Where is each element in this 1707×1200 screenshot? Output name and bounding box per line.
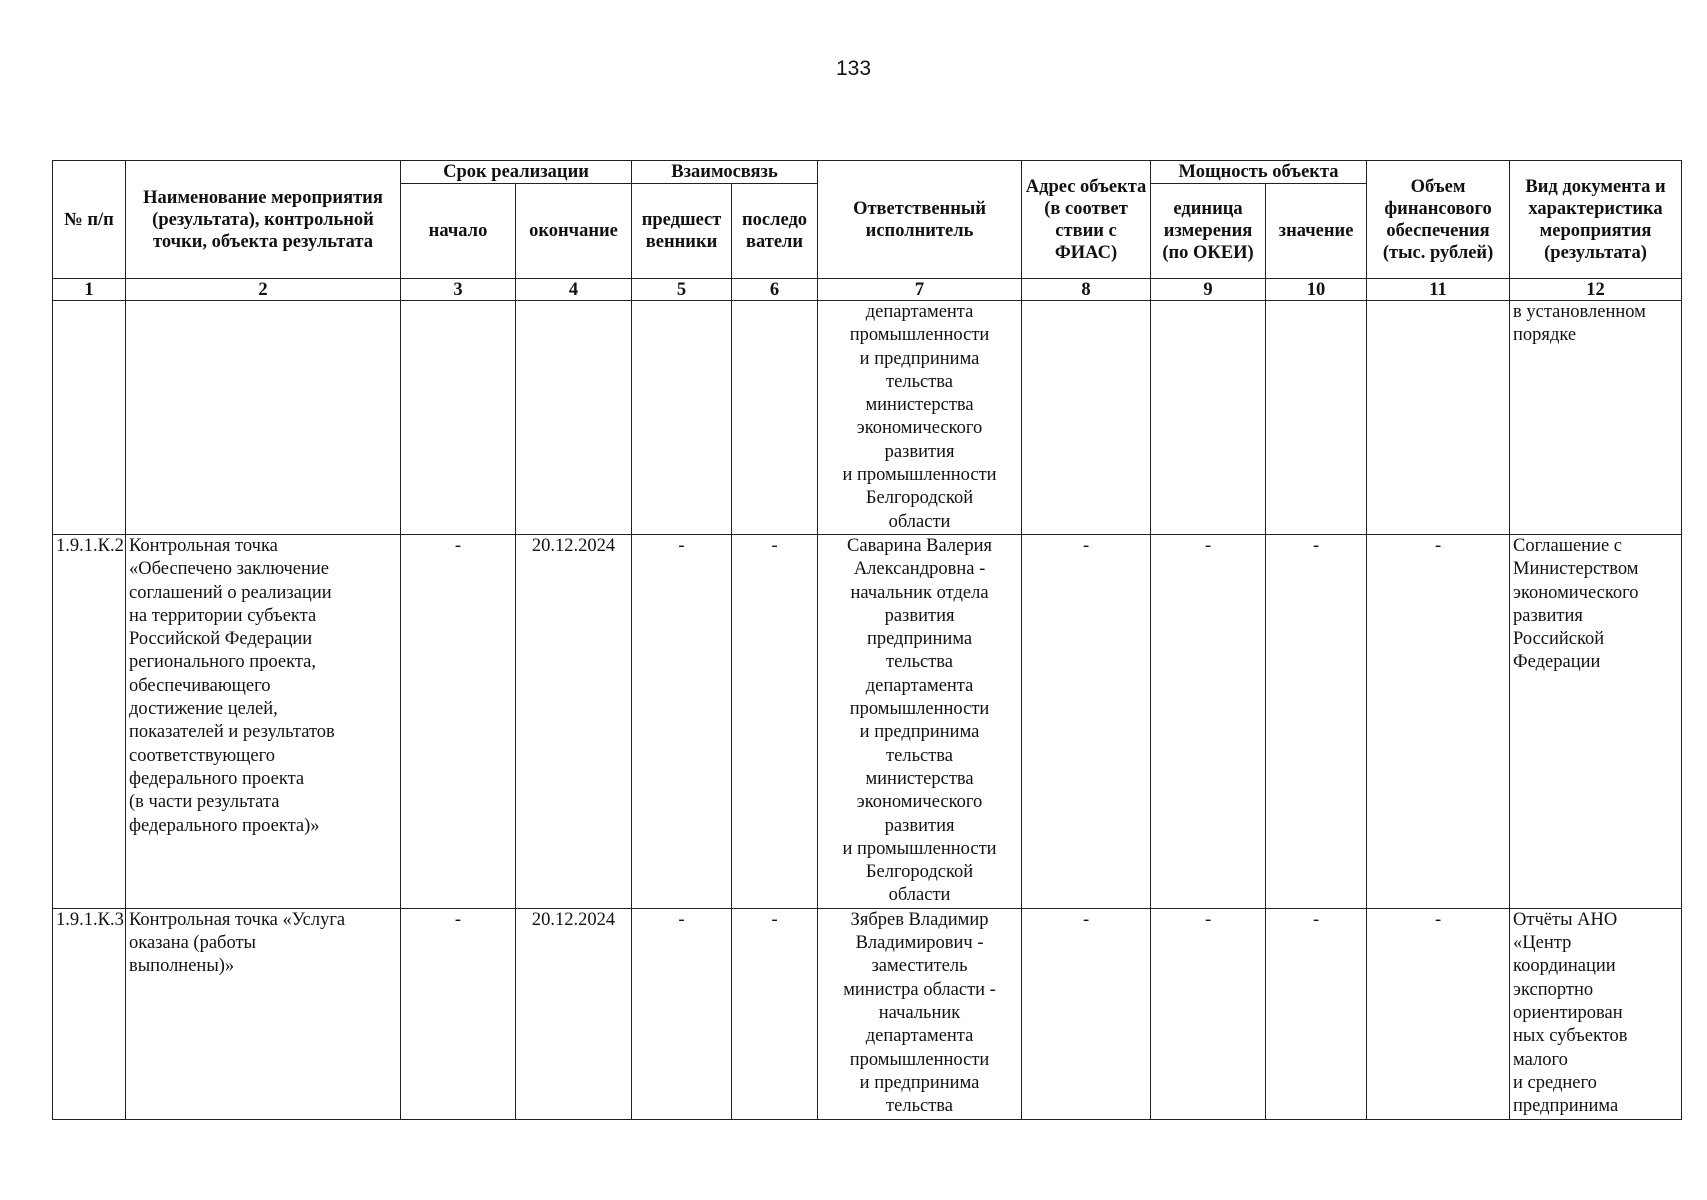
- header-link-prev: предшест венники: [632, 184, 732, 279]
- cell-end: 20.12.2024: [516, 908, 632, 1119]
- header-executor: Ответственный исполнитель: [818, 161, 1022, 279]
- cell-id: [53, 301, 126, 535]
- cell-start: [401, 301, 516, 535]
- header-doc: Вид документа и характеристика мероприятия (результата): [1510, 161, 1682, 279]
- column-number: 7: [818, 279, 1022, 301]
- cell-finance: -: [1367, 908, 1510, 1119]
- column-number: 9: [1151, 279, 1266, 301]
- cell-address: -: [1022, 535, 1151, 909]
- cell-id: 1.9.1.К.2: [53, 535, 126, 909]
- cell-next: [732, 301, 818, 535]
- cell-unit: -: [1151, 535, 1266, 909]
- cell-name: [126, 301, 401, 535]
- header-link-next: последо ватели: [732, 184, 818, 279]
- header-name: Наименование мероприятия (результата), контрольной точки, объекта результата: [126, 161, 401, 279]
- header-term-end: окончание: [516, 184, 632, 279]
- column-number: 4: [516, 279, 632, 301]
- header-capacity: Мощность объекта: [1151, 161, 1367, 184]
- column-number: 10: [1266, 279, 1367, 301]
- column-number: 1: [53, 279, 126, 301]
- column-number-row: [53, 279, 1682, 301]
- cell-start: -: [401, 535, 516, 909]
- cell-doc: Отчёты АНО «Центр координации экспортно ориентирован ных субъектов малого и среднего предпринима: [1510, 908, 1682, 1119]
- header-finance: Объем финансового обеспечения (тыс. рублей): [1367, 161, 1510, 279]
- page-number: 133: [835, 57, 872, 80]
- table-row: [53, 908, 1682, 1119]
- column-number: 2: [126, 279, 401, 301]
- table-row: [53, 301, 1682, 535]
- cell-address: [1022, 301, 1151, 535]
- cell-prev: -: [632, 535, 732, 909]
- cell-next: -: [732, 535, 818, 909]
- header-capacity-unit: единица измерения (по ОКЕИ): [1151, 184, 1266, 279]
- column-number: 3: [401, 279, 516, 301]
- header-row-1: [53, 161, 1682, 184]
- cell-start: -: [401, 908, 516, 1119]
- cell-value: -: [1266, 908, 1367, 1119]
- cell-value: -: [1266, 535, 1367, 909]
- column-number: 11: [1367, 279, 1510, 301]
- cell-executor: Зябрев Владимир Владимирович - заместитель министра области - начальник департамента промышленности и предпринима тельства: [818, 908, 1022, 1119]
- header-term-start: начало: [401, 184, 516, 279]
- column-number: 12: [1510, 279, 1682, 301]
- cell-prev: [632, 301, 732, 535]
- cell-end: [516, 301, 632, 535]
- plan-table: [52, 160, 1682, 1120]
- table-row: [53, 535, 1682, 909]
- header-link: Взаимосвязь: [632, 161, 818, 184]
- cell-name: Контрольная точка «Услуга оказана (работы выполнены)»: [126, 908, 401, 1119]
- cell-executor: департамента промышленности и предпринима тельства министерства экономического развития и промышленности Белгородской области: [818, 301, 1022, 535]
- cell-finance: -: [1367, 535, 1510, 909]
- column-number: 8: [1022, 279, 1151, 301]
- cell-value: [1266, 301, 1367, 535]
- cell-unit: [1151, 301, 1266, 535]
- header-address: Адрес объекта (в соответ ствии с ФИАС): [1022, 161, 1151, 279]
- cell-unit: -: [1151, 908, 1266, 1119]
- header-capacity-value: значение: [1266, 184, 1367, 279]
- cell-end: 20.12.2024: [516, 535, 632, 909]
- header-term: Срок реализации: [401, 161, 632, 184]
- header-num: № п/п: [53, 161, 126, 279]
- cell-address: -: [1022, 908, 1151, 1119]
- cell-id: 1.9.1.К.3: [53, 908, 126, 1119]
- cell-next: -: [732, 908, 818, 1119]
- cell-doc: в установленном порядке: [1510, 301, 1682, 535]
- cell-prev: -: [632, 908, 732, 1119]
- column-number: 6: [732, 279, 818, 301]
- column-number: 5: [632, 279, 732, 301]
- cell-finance: [1367, 301, 1510, 535]
- cell-name: Контрольная точка «Обеспечено заключение соглашений о реализации на территории субъекта Российской Федерации регионального проекта, обеспечивающего достижение целей, показателей и результатов соответствующего федерального проекта (в части результата федерального проекта)»: [126, 535, 401, 909]
- cell-doc: Соглашение с Министерством экономического развития Российской Федерации: [1510, 535, 1682, 909]
- cell-executor: Саварина Валерия Александровна - начальник отдела развития предпринима тельства департамента промышленности и предпринима тельства министерства экономического развития и промышленности Белгородской области: [818, 535, 1022, 909]
